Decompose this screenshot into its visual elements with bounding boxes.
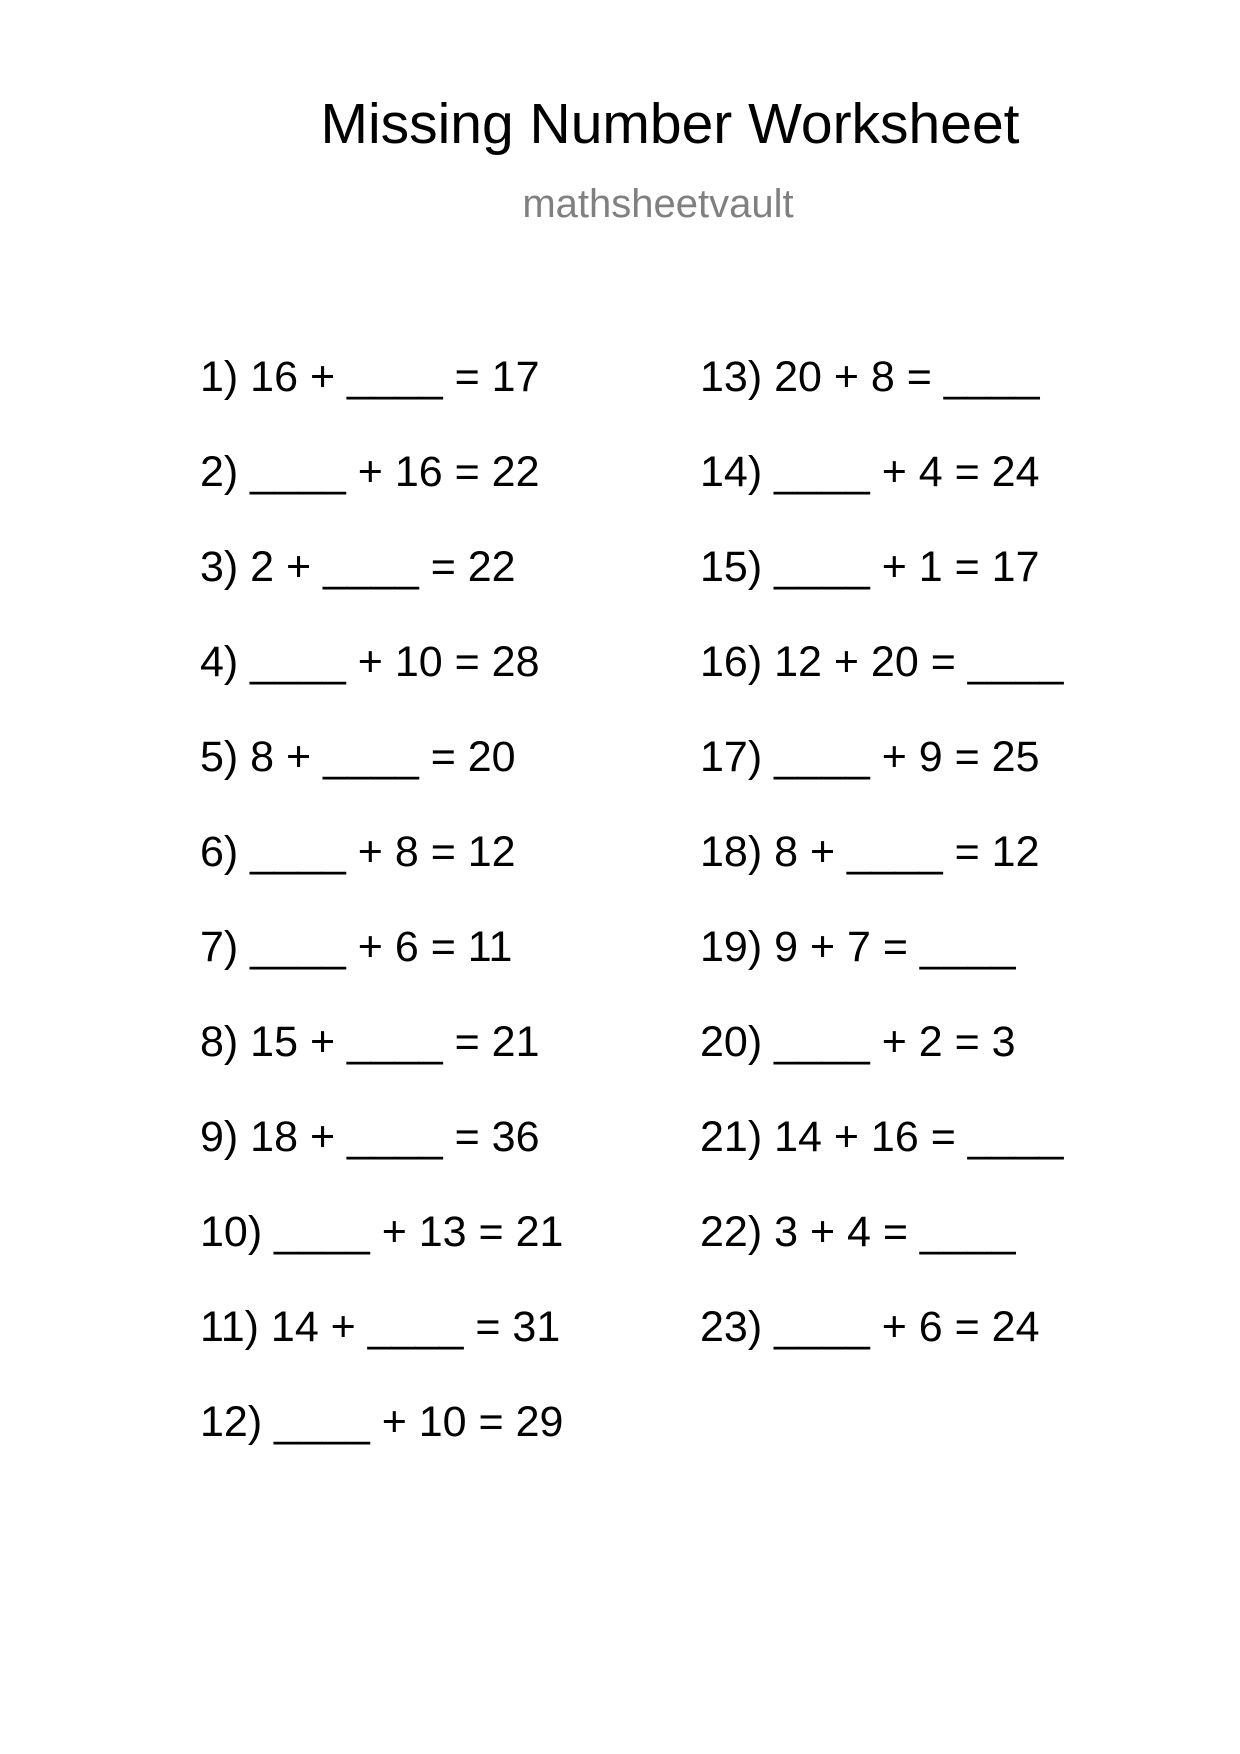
- problem-8: 8) 15 + ____ = 21: [200, 1018, 540, 1066]
- problems-right-column: [700, 352, 1063, 1397]
- problem-6: 6) ____ + 8 = 12: [200, 828, 516, 876]
- problem-23: 23) ____ + 6 = 24: [700, 1303, 1040, 1351]
- problem-4: 4) ____ + 10 = 28: [200, 638, 540, 686]
- problem-12: 12) ____ + 10 = 29: [200, 1398, 564, 1446]
- worksheet-subtitle: mathsheetvault: [522, 182, 794, 226]
- problem-13: 13) 20 + 8 = ____: [700, 353, 1040, 401]
- problem-2: 2) ____ + 16 = 22: [200, 448, 540, 496]
- problem-1: 1) 16 + ____ = 17: [200, 353, 540, 401]
- problem-20: 20) ____ + 2 = 3: [700, 1018, 1016, 1066]
- worksheet-title: Missing Number Worksheet: [320, 92, 1020, 156]
- problem-14: 14) ____ + 4 = 24: [700, 448, 1040, 496]
- problem-17: 17) ____ + 9 = 25: [700, 733, 1040, 781]
- problem-9: 9) 18 + ____ = 36: [200, 1113, 540, 1161]
- problem-16: 16) 12 + 20 = ____: [700, 638, 1064, 686]
- problem-21: 21) 14 + 16 = ____: [700, 1113, 1064, 1161]
- problem-19: 19) 9 + 7 = ____: [700, 923, 1016, 971]
- problem-18: 18) 8 + ____ = 12: [700, 828, 1040, 876]
- problem-5: 5) 8 + ____ = 20: [200, 733, 516, 781]
- problem-10: 10) ____ + 13 = 21: [200, 1208, 564, 1256]
- problem-7: 7) ____ + 6 = 11: [200, 923, 513, 971]
- problems-left-column: [200, 352, 563, 1492]
- problem-15: 15) ____ + 1 = 17: [700, 543, 1040, 591]
- problem-11: 11) 14 + ____ = 31: [200, 1303, 561, 1351]
- problem-22: 22) 3 + 4 = ____: [700, 1208, 1016, 1256]
- problem-3: 3) 2 + ____ = 22: [200, 543, 516, 591]
